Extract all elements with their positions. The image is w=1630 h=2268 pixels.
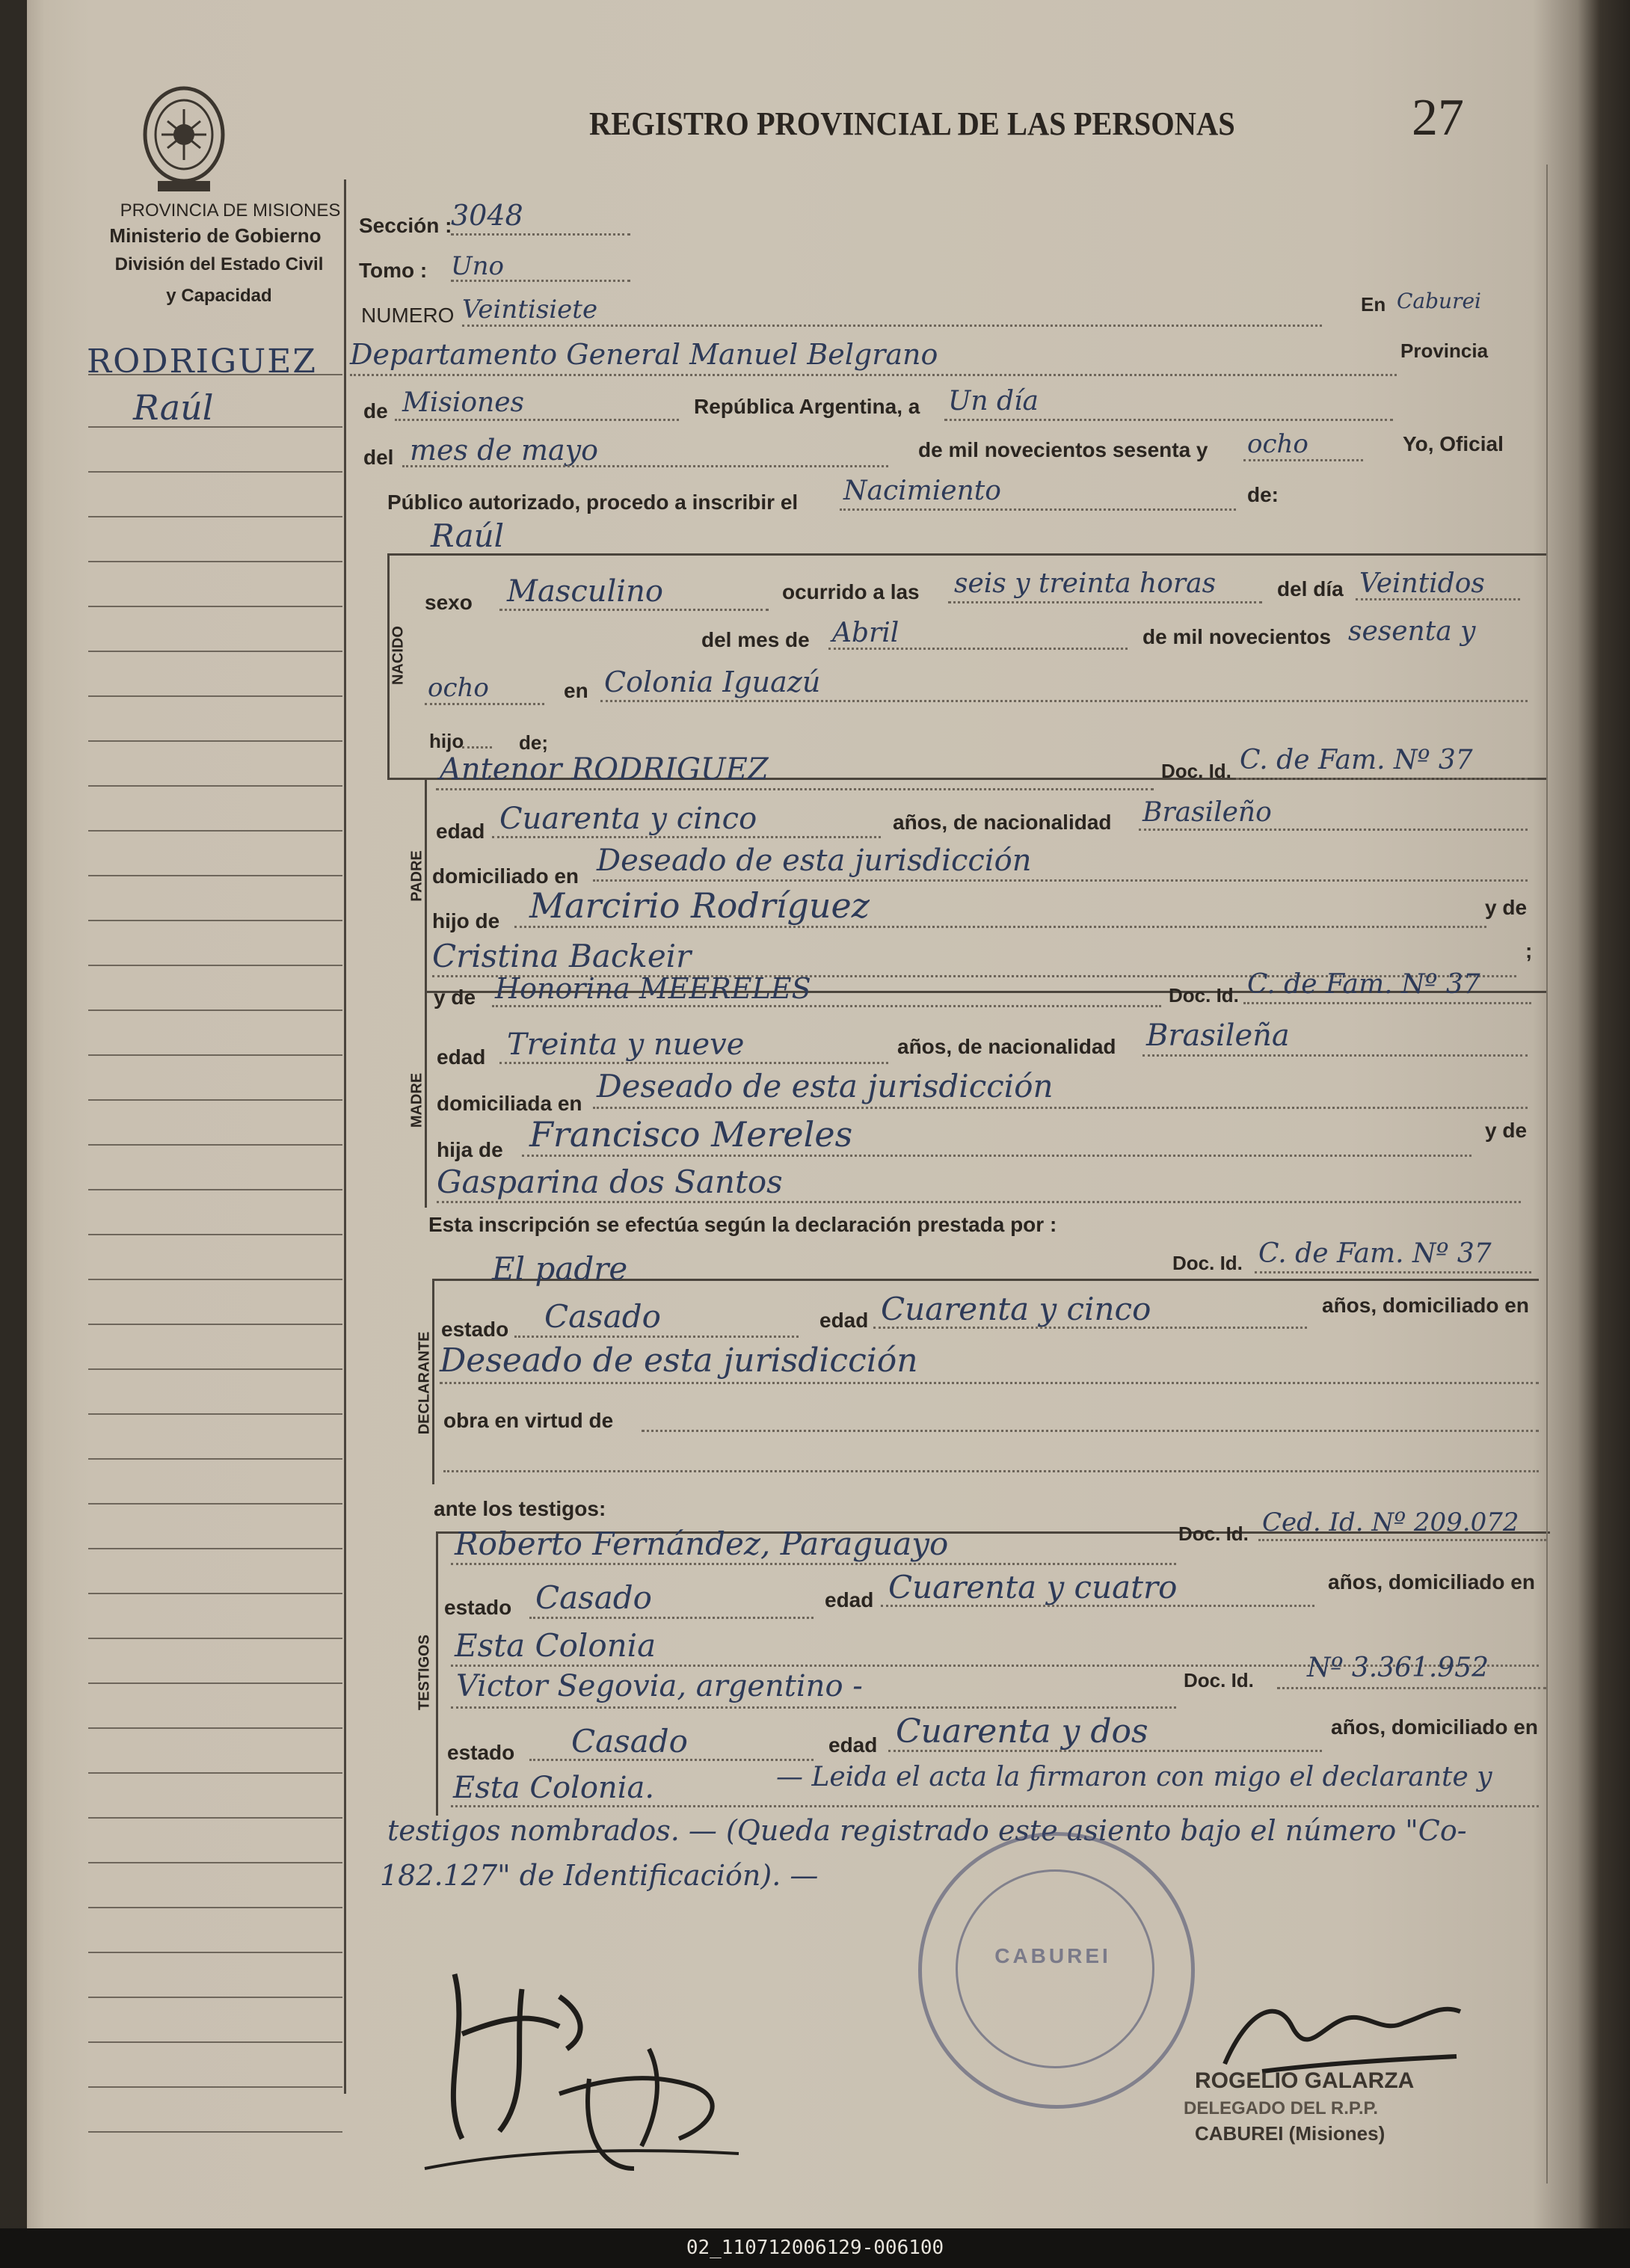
declarante-doc-label: Doc. Id.: [1172, 1252, 1243, 1274]
declarante-dom-value: Deseado de esta jurisdicción: [440, 1342, 918, 1380]
numero-label: NUMERO: [361, 304, 455, 327]
madre-padre-value: Francisco Mereles: [529, 1114, 853, 1155]
declarante-intro: Esta inscripción se efectúa según la declaración prestada por :: [428, 1213, 1057, 1236]
testigo1-edad-label: edad: [825, 1588, 874, 1611]
signatory-place: CABUREI (Misiones): [1195, 2122, 1386, 2145]
declarante-nombre: El padre: [492, 1250, 628, 1287]
padre-hijo-de-label: hijo de: [432, 909, 500, 932]
madre-edad-label: edad: [437, 1045, 486, 1069]
dia-nacimiento-value: Veintidos: [1359, 568, 1485, 599]
anio-value: ocho: [1247, 429, 1308, 459]
testigo1-estado-label: estado: [444, 1596, 512, 1619]
testigos-intro: ante los testigos:: [434, 1497, 606, 1520]
testigo2-estado-value: Casado: [571, 1723, 688, 1760]
madre-nac-label: años, de nacionalidad: [897, 1035, 1116, 1058]
hora-value: seis y treinta horas: [954, 568, 1217, 599]
madre-y-de-label: y de: [1485, 1119, 1528, 1142]
nacido-side-label: NACIDO: [390, 626, 407, 685]
dia-value: Un día: [948, 386, 1039, 417]
mes-nacimiento-value: Abril: [832, 618, 899, 648]
declarante-edad-label: edad: [819, 1309, 869, 1332]
padre-dom-label: domiciliado en: [432, 864, 579, 888]
testigo1-edad-value: Cuarenta y cuatro: [888, 1569, 1178, 1605]
padre-doc-label: Doc. Id.: [1161, 760, 1231, 782]
padre-edad-label: edad: [436, 820, 485, 843]
madre-y-de-label: y de: [434, 986, 476, 1009]
register-page: [21, 0, 1569, 2228]
padre-nac-value: Brasileño: [1142, 797, 1272, 828]
del-dia-label: del día: [1277, 577, 1344, 600]
declarante-dom-label: años, domiciliado en: [1322, 1294, 1529, 1317]
declarante-doc-value: C. de Fam. Nº 37: [1258, 1238, 1492, 1269]
declarante-side-label: DECLARANTE: [416, 1331, 433, 1435]
tomo-value: Uno: [451, 251, 505, 281]
padre-nac-label: años, de nacionalidad: [893, 811, 1112, 834]
testigo1-doc-value: Ced. Id. Nº 209.072: [1262, 1508, 1519, 1537]
org-line-1: PROVINCIA DE MISIONES: [120, 200, 341, 221]
ocurrido-label: ocurrido a las: [782, 580, 920, 603]
padre-madre-value: Cristina Backeir: [432, 938, 692, 974]
madre-nac-value: Brasileña: [1146, 1018, 1290, 1053]
mil-nacimiento-label: de mil novecientos: [1142, 625, 1332, 648]
page-right-margin: [1546, 165, 1548, 2184]
testigo1-estado-value: Casado: [535, 1579, 652, 1616]
testigo1-dom-value: Esta Colonia: [455, 1627, 656, 1664]
madre-madre-value: Gasparina dos Santos: [437, 1164, 783, 1200]
del-label: del: [363, 446, 394, 469]
signatory-title: DELEGADO DEL R.P.P.: [1184, 2098, 1379, 2118]
page-number: 27: [1412, 89, 1464, 147]
mes-value: mes de mayo: [410, 434, 599, 467]
madre-dom-value: Deseado de esta jurisdicción: [597, 1068, 1054, 1104]
declarante-estado-label: estado: [441, 1318, 509, 1341]
testigo1-doc-label: Doc. Id.: [1178, 1522, 1249, 1545]
padre-semicolon: ;: [1525, 939, 1533, 962]
closing-line-1: — Leida el acta la firmaron con migo el declarante y: [776, 1762, 1492, 1792]
mes-label: del mes de: [701, 628, 810, 651]
acto-value: Nacimiento: [843, 476, 1001, 506]
mil-label: de mil novecientos sesenta y: [918, 438, 1208, 461]
padre-nombre: Antenor RODRIGUEZ: [440, 752, 769, 787]
org-line-2: Ministerio de Gobierno: [109, 224, 322, 247]
padre-side-label: PADRE: [408, 850, 425, 902]
seccion-label: Sección :: [359, 214, 452, 237]
closing-line-2: testigos nombrados. — (Queda registrado este asiento bajo el número "Co-: [387, 1814, 1467, 1847]
madre-hija-de-label: hija de: [437, 1138, 503, 1161]
anio-nacimiento-value-1: sesenta y: [1348, 616, 1476, 647]
org-line-4: y Capacidad: [166, 286, 272, 306]
page-title: REGISTRO PROVINCIAL DE LAS PERSONAS: [589, 105, 1235, 142]
madre-doc-value: C. de Fam. Nº 37: [1247, 969, 1480, 1000]
padre-doc-value: C. de Fam. Nº 37: [1240, 745, 1473, 775]
yo-oficial-label: Yo, Oficial: [1403, 432, 1504, 455]
madre-edad-value: Treinta y nueve: [507, 1027, 745, 1062]
frame-divider: [344, 179, 346, 2094]
nacido-top-rule: [387, 553, 1546, 556]
republica-label: República Argentina, a: [694, 395, 920, 418]
testigo2-dom-label: años, domiciliado en: [1331, 1715, 1538, 1739]
signature-scribbles-left: [410, 1944, 769, 2213]
declarante-estado-value: Casado: [544, 1298, 661, 1335]
testigo2-edad-value: Cuarenta y dos: [896, 1712, 1148, 1751]
en-nacimiento-label: en: [564, 679, 588, 702]
provincia-value: Misiones: [402, 387, 525, 418]
closing-line-3: 182.127" de Identificación). —: [380, 1859, 819, 1892]
de-label: de: [363, 399, 388, 422]
org-line-3: División del Estado Civil: [114, 254, 324, 274]
padre-edad-value: Cuarenta y cinco: [499, 802, 757, 836]
hijo-de-label: de;: [519, 731, 548, 754]
nacido-nombre: Raúl: [431, 517, 505, 554]
padre-y-de-label: y de: [1485, 896, 1528, 919]
seccion-value: 3048: [451, 199, 523, 232]
declarante-edad-value: Cuarenta y cinco: [881, 1291, 1151, 1327]
stamp-text: CABUREI: [994, 1944, 1111, 1967]
sidebar-given-name: Raúl: [133, 387, 214, 428]
testigo1-dom-label: años, domiciliado en: [1328, 1570, 1535, 1594]
testigo1-nombre: Roberto Fernández, Paraguayo: [455, 1525, 949, 1562]
departamento-value: Departamento General Manuel Belgrano: [350, 338, 938, 371]
provincia-label: Provincia: [1400, 339, 1489, 362]
testigo2-dom-value: Esta Colonia.: [453, 1771, 655, 1805]
en-label: En: [1361, 293, 1386, 316]
madre-dom-label: domiciliada en: [437, 1092, 582, 1115]
de-colon-label: de:: [1247, 483, 1279, 506]
publico-label: Público autorizado, procedo a inscribir el: [387, 491, 799, 514]
sidebar-surname: RODRIGUEZ: [87, 342, 317, 381]
en-value: Caburei: [1397, 289, 1481, 313]
tomo-label: Tomo :: [359, 259, 428, 282]
hijo-label: hijo: [429, 730, 464, 752]
signatory-name: ROGELIO GALARZA: [1195, 2068, 1415, 2093]
testigo2-estado-label: estado: [447, 1741, 515, 1764]
madre-doc-label: Doc. Id.: [1169, 984, 1239, 1007]
anio-nacimiento-value-2: ocho: [428, 673, 489, 703]
sexo-label: sexo: [425, 591, 473, 614]
sexo-value: Masculino: [507, 574, 663, 609]
testigos-bracket: [436, 1531, 438, 1816]
declarante-obra-label: obra en virtud de: [443, 1409, 614, 1432]
madre-side-label: MADRE: [408, 1072, 425, 1128]
padre-padre-value: Marcirio Rodríguez: [529, 885, 870, 926]
madre-nombre: Honorina MEERELES: [495, 972, 811, 1005]
padre-dom-value: Deseado de esta jurisdicción: [597, 843, 1032, 878]
testigo2-edad-label: edad: [828, 1733, 878, 1757]
testigo2-doc-value: Nº 3.361.952: [1307, 1653, 1489, 1683]
testigo2-doc-label: Doc. Id.: [1184, 1669, 1254, 1691]
provincial-seal-icon: [139, 82, 229, 194]
image-id-footer: 02_110712006129-006100: [0, 2228, 1630, 2268]
numero-value: Veintisiete: [462, 295, 598, 325]
testigos-side-label: TESTIGOS: [416, 1634, 433, 1711]
lugar-value: Colonia Iguazú: [604, 666, 821, 698]
testigo2-nombre: Victor Segovia, argentino -: [456, 1669, 863, 1703]
